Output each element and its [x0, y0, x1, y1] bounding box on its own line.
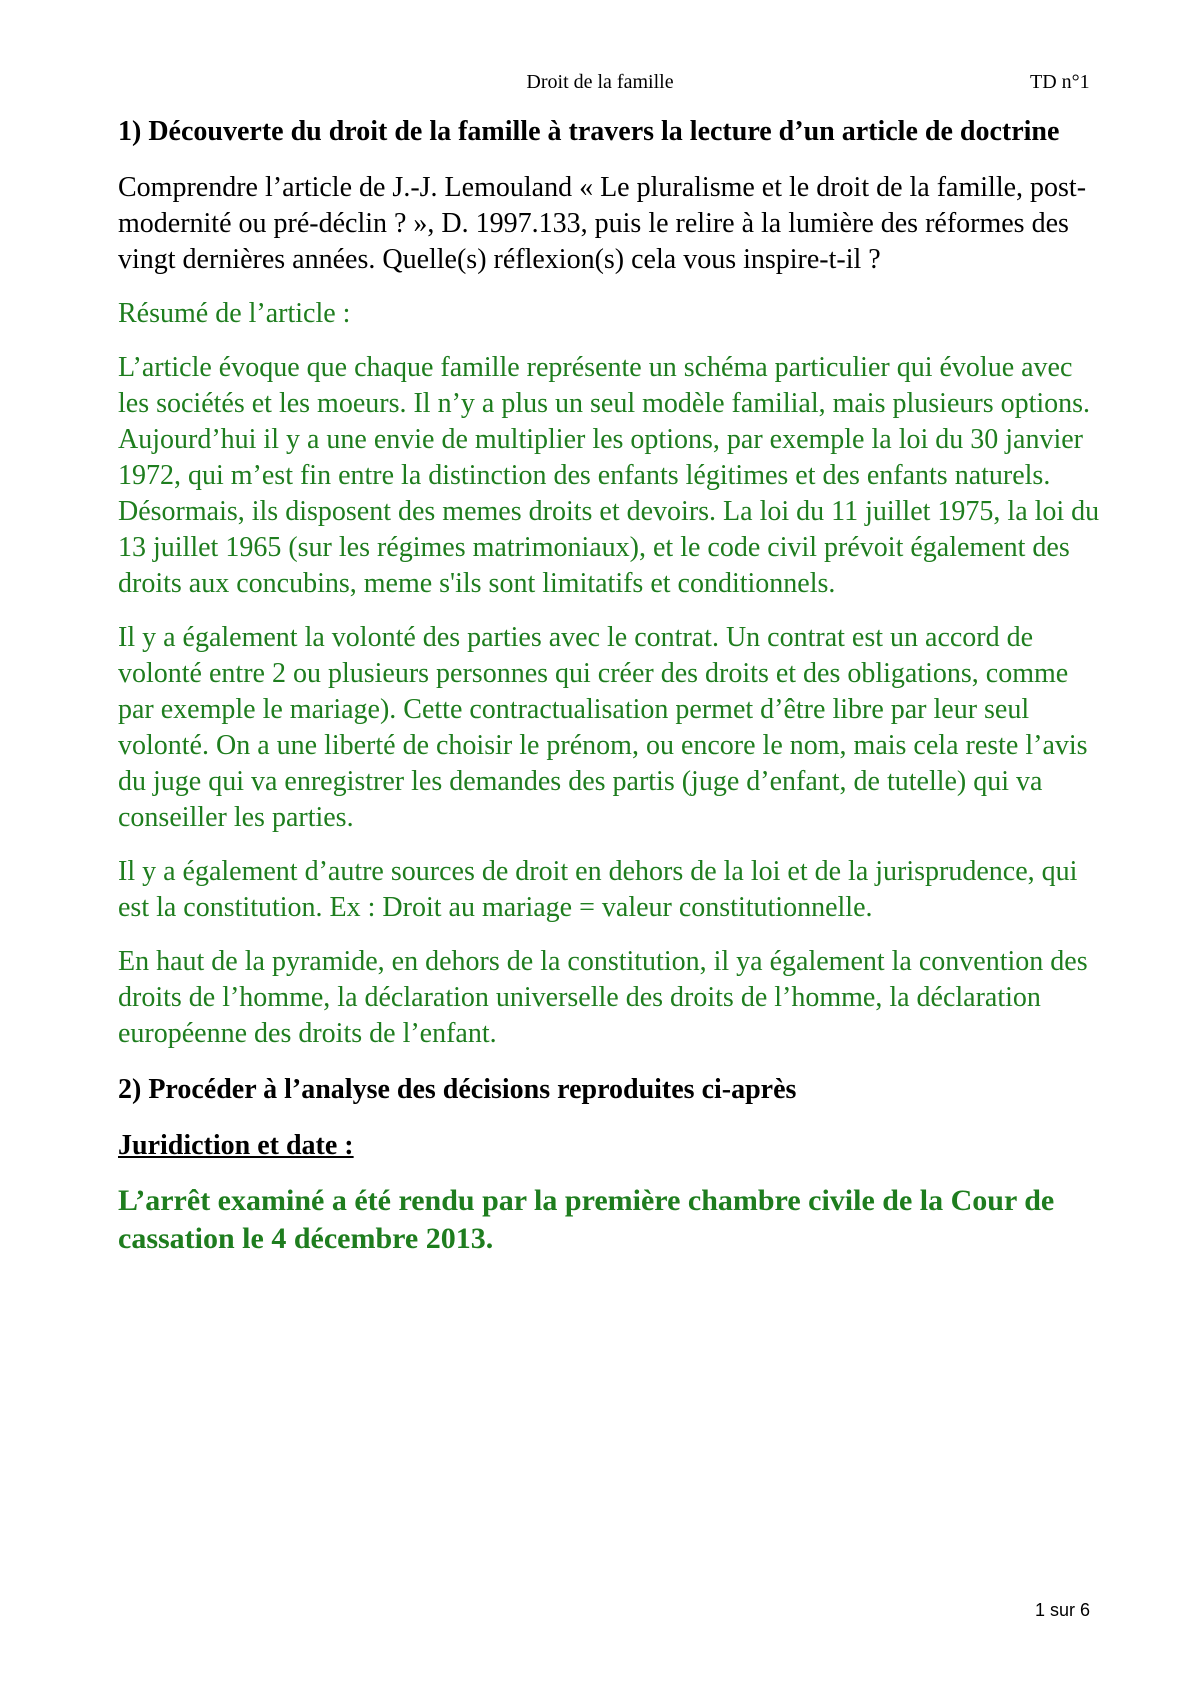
- section2-subheading: Juridiction et date :: [118, 1130, 354, 1161]
- summary-paragraph-4: En haut de la pyramide, en dehors de la constitution, il ya également la convention des droits de l’homme, la déclaration universelle des droits de l’homme, la déclaration européenne des droits de l’enfant.: [118, 946, 1088, 1049]
- section1-heading: 1) Découverte du droit de la famille à travers la lecture d’un article de doctrine: [118, 116, 1060, 147]
- summary-label: Résumé de l’article :: [118, 298, 351, 329]
- section1-prompt: Comprendre l’article de J.-J. Lemouland « Le pluralisme et le droit de la famille, post- modernité ou pré-déclin ? », D. 1997.133, puis le relire à la lumière des réformes des vingt dernières années. Quelle(s) réflexion(s) cela vous inspire-t-il ?: [118, 172, 1087, 275]
- running-header-td-number: TD n°1: [1030, 71, 1090, 93]
- page-content: [118, 112, 1108, 1258]
- section2-heading: 2) Procéder à l’analyse des décisions reproduites ci-après: [118, 1074, 797, 1105]
- summary-paragraph-1: L’article évoque que chaque famille représente un schéma particulier qui évolue avec les sociétés et les moeurs. Il n’y a plus un seul modèle familial, mais plusieurs options. Aujourd’hui il y a une envie de multiplier les options, par exemple la loi du 30 janvier 1972, qui m’est fin entre la distinction des enfants légitimes et des enfants naturels. Désormais, ils disposent des memes droits et devoirs. La loi du 11 juillet 1975, la loi du 13 juillet 1965 (sur les régimes matrimoniaux), et le code civil prévoit également des droits aux concubins, meme s'ils sont limitatifs et conditionnels.: [118, 352, 1100, 599]
- section2-answer: L’arrêt examiné a été rendu par la première chambre civile de la Cour de cassation le 4 décembre 2013.: [118, 1184, 1055, 1255]
- summary-paragraph-3: Il y a également d’autre sources de droit en dehors de la loi et de la jurisprudence, qui est la constitution. Ex : Droit au mariage = valeur constitutionnelle.: [118, 856, 1078, 923]
- running-header-title: Droit de la famille: [526, 71, 674, 93]
- page-number: 1 sur 6: [1034, 1600, 1090, 1620]
- summary-paragraph-2: Il y a également la volonté des parties avec le contrat. Un contrat est un accord de volonté entre 2 ou plusieurs personnes qui créer des droits et des obligations, comme par exemple le mariage). Cette contractualisation permet d’être libre par leur seul volonté. On a une liberté de choisir le prénom, ou encore le nom, mais cela reste l’avis du juge qui va enregistrer les demandes des partis (juge d’enfant, de tutelle) qui va conseiller les parties.: [118, 622, 1088, 833]
